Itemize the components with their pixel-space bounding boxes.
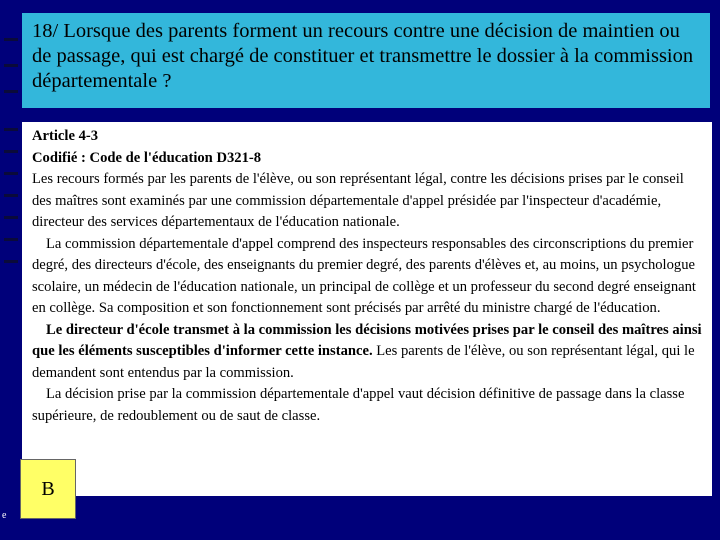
decoration-mark xyxy=(4,128,18,131)
article-paragraph-1: Les recours formés par les parents de l'élève, ou son représentant légal, contre les décisions prises par le conseil des maîtres sont examinés par une commission départementale d'appel présidée par l'inspecteur d'académie, directeur des services départementaux de l'éducation nationale. xyxy=(32,171,684,230)
article-paragraph-3 xyxy=(32,320,702,385)
left-decoration xyxy=(0,0,22,540)
article-paragraph-4: La décision prise par la commission départementale d'appel vaut décision définitive de passage dans la classe supérieure, de redoublement ou de saut de classe. xyxy=(32,386,685,424)
question-text: 18/ Lorsque des parents forment un recours contre une décision de maintien ou de passage, qui est chargé de constituer et transmettre le dossier à la commission départementale ? xyxy=(32,20,694,92)
decoration-mark xyxy=(4,90,18,93)
decoration-mark xyxy=(4,38,18,41)
article-content xyxy=(22,122,712,496)
article-paragraph-3-rest: Les parents de l'élève, ou son représentant légal, qui le demandent sont entendus par la commission. xyxy=(32,343,695,381)
decoration-mark xyxy=(4,194,18,197)
article-code: Codifié : Code de l'éducation D321-8 xyxy=(32,149,262,166)
answer-card-label: B xyxy=(41,477,55,500)
article-paragraph-2: La commission départementale d'appel comprend des inspecteurs responsables des circonscriptions du premier degré, des directeurs d'école, des enseignants du premier degré, des parents d'élèves et, au moins, un psychologue scolaire, un médecin de l'éducation nationale, un principal de collège et un professeur du second degré enseignant en collège. Sa composition et son fonctionnement sont précisés par arrêté du ministre chargé de l'éducation. xyxy=(32,235,696,316)
decoration-mark xyxy=(4,172,18,175)
decoration-mark xyxy=(4,64,18,67)
article-paragraph-3-bold: Le directeur d'école transmet à la commission les décisions motivées prises par le conseil des maîtres ainsi que les éléments susceptibles d'informer cette instance. xyxy=(32,321,702,359)
corner-marker-icon: e xyxy=(2,510,7,521)
decoration-mark xyxy=(4,260,18,263)
question-box xyxy=(22,13,710,108)
article-heading: Article 4-3 xyxy=(32,128,99,144)
decoration-mark xyxy=(4,216,18,219)
answer-card[interactable] xyxy=(20,459,76,519)
decoration-mark xyxy=(4,238,18,241)
decoration-mark xyxy=(4,150,18,153)
